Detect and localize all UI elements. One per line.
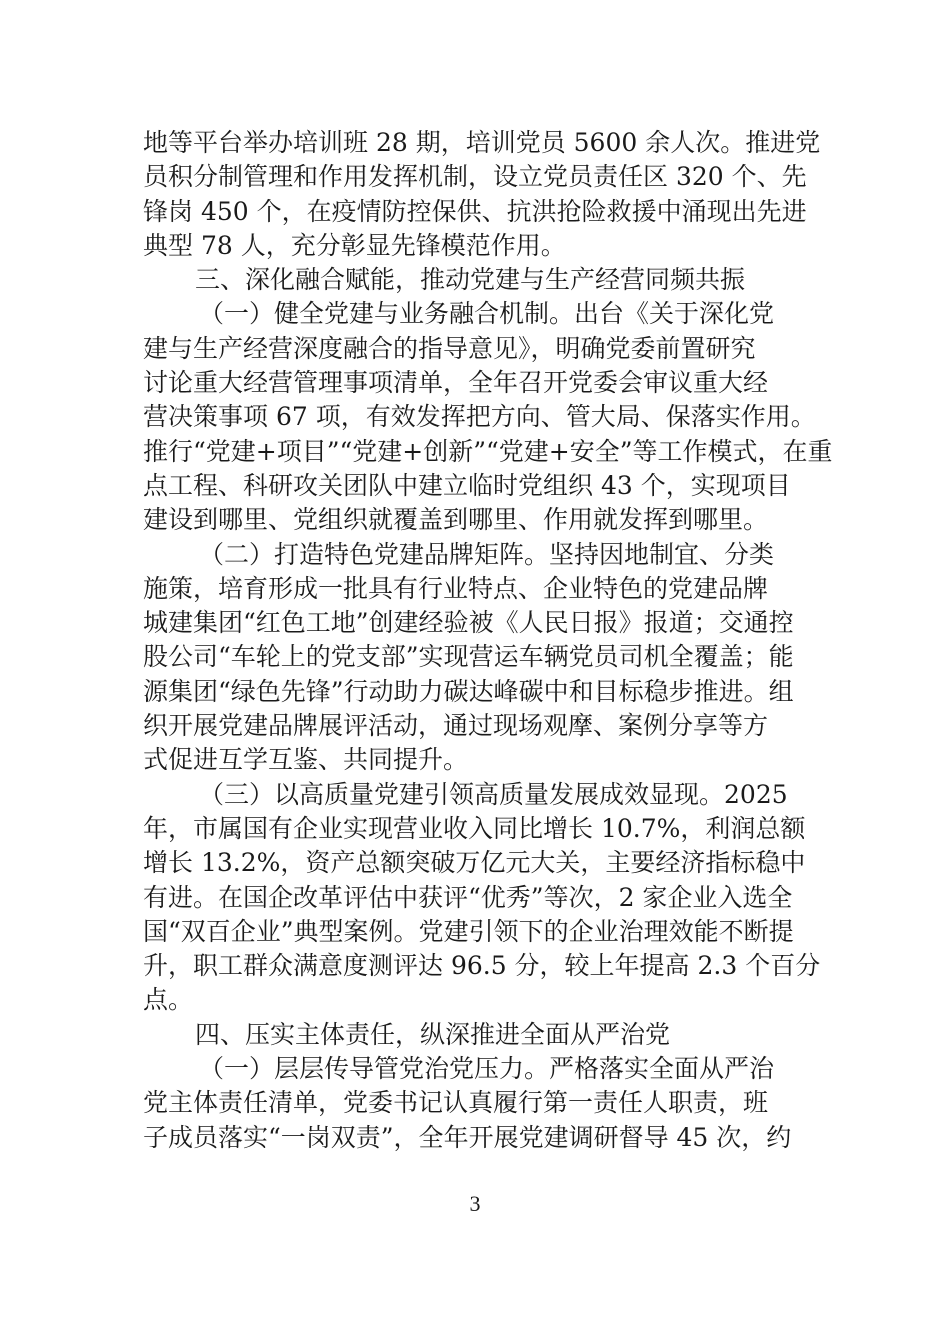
body-line: 增长 13.2%，资产总额突破万亿元大关，主要经济指标稳中 [143, 848, 806, 878]
body-line: 式促进互学互鉴、共同提升。 [143, 745, 469, 775]
section-heading-4: 四、压实主体责任，纵深推进全面从严治党 [195, 1019, 671, 1049]
body-line: 推行“党建+项目”“党建+创新”“党建+安全”等工作模式，在重 [143, 436, 833, 466]
body-line: 城建集团“红色工地”创建经验被《人民日报》报道；交通控 [143, 608, 794, 638]
body-line: 升，职工群众满意度测评达 96.5 分，较上年提高 2.3 个百分 [143, 951, 821, 981]
subsection-3-1-start: （一）健全党建与业务融合机制。出台《关于深化党 [199, 299, 775, 329]
page-number: 3 [469, 1191, 481, 1216]
body-line: 施策，培育形成一批具有行业特点、企业特色的党建品牌 [143, 573, 769, 603]
body-line: 典型 78 人，充分彰显先锋模范作用。 [143, 230, 566, 260]
body-line: 地等平台举办培训班 28 期，培训党员 5600 余人次。推进党 [143, 128, 821, 157]
body-line: 点工程、科研攻关团队中建立临时党组织 43 个，实现项目 [143, 470, 791, 500]
body-line: 源集团“绿色先锋”行动助力碳达峰碳中和目标稳步推进。组 [143, 676, 794, 706]
body-line: 股公司“车轮上的党支部”实现营运车辆党员司机全覆盖；能 [143, 642, 794, 672]
body-line: 营决策事项 67 项，有效发挥把方向、管大局、保落实作用。 [143, 402, 816, 432]
body-line: 点。 [143, 985, 194, 1015]
body-line: 子成员落实“一岗双责”，全年开展党建调研督导 45 次，约 [143, 1122, 792, 1152]
body-line: 锋岗 450 个，在疫情防控保供、抗洪抢险救援中涌现出先进 [143, 196, 807, 226]
body-line: 党主体责任清单，党委书记认真履行第一责任人职责，班 [143, 1088, 769, 1118]
body-line: 讨论重大经营管理事项清单，全年召开党委会审议重大经 [143, 368, 769, 398]
body-line: 建设到哪里、党组织就覆盖到哪里、作用就发挥到哪里。 [143, 505, 769, 535]
subsection-3-3-start: （三）以高质量党建引领高质量发展成效显现。2025 [199, 779, 788, 809]
body-line: 建与生产经营深度融合的指导意见》，明确党委前置研究 [143, 333, 756, 363]
subsection-3-2-start: （二）打造特色党建品牌矩阵。坚持因地制宜、分类 [199, 539, 775, 569]
section-heading-3: 三、深化融合赋能，推动党建与生产经营同频共振 [195, 265, 746, 295]
body-line: 国“双百企业”典型案例。党建引领下的企业治理效能不断提 [143, 916, 794, 946]
body-line: 有进。在国企改革评估中获评“优秀”等次，2 家企业入选全 [143, 882, 793, 912]
subsection-4-1-start: （一）层层传导管党治党压力。严格落实全面从严治 [199, 1054, 775, 1084]
body-line: 年，市属国有企业实现营业收入同比增长 10.7%，利润总额 [143, 813, 806, 843]
body-line: 员积分制管理和作用发挥机制，设立党员责任区 320 个、先 [143, 162, 807, 192]
body-line: 织开展党建品牌展评活动，通过现场观摩、案例分享等方 [143, 711, 769, 741]
document-body [143, 126, 833, 1155]
